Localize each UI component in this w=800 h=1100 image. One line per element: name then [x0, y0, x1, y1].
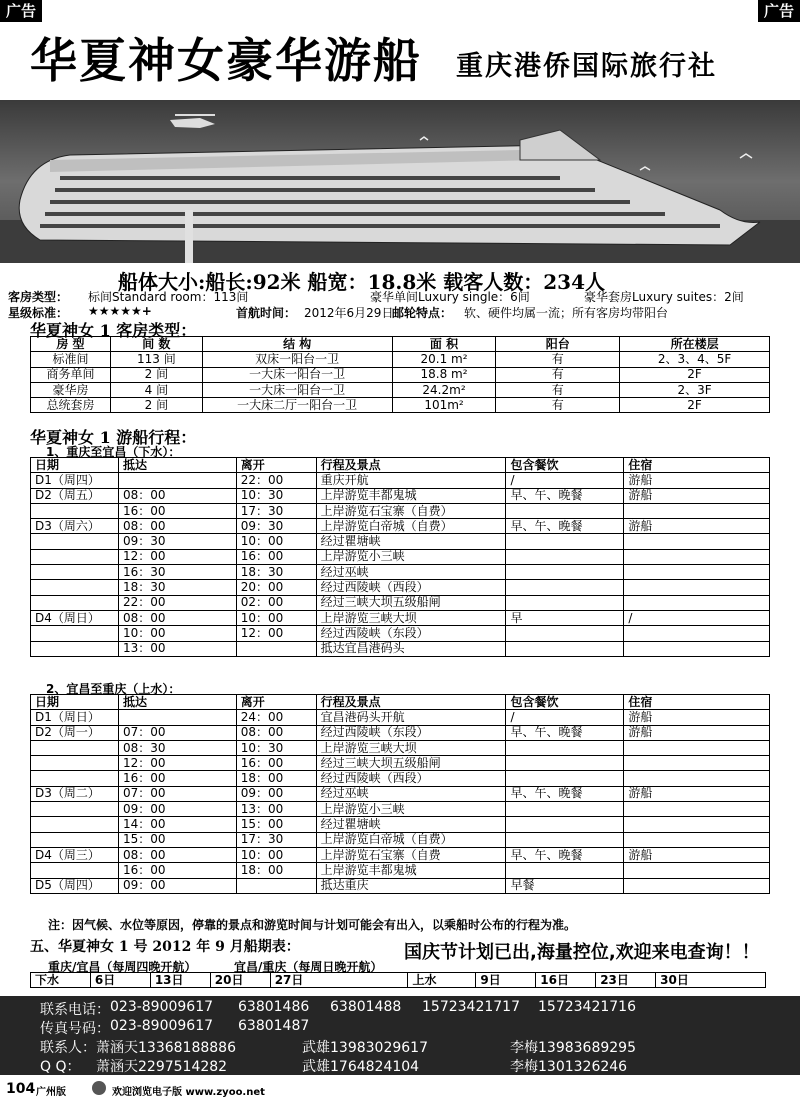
table-cell: 10：00 — [236, 610, 316, 625]
downstream-header-row — [31, 458, 770, 473]
table-cell: 经过瞿塘峡 — [316, 534, 506, 549]
table-cell: D1（周日） — [31, 710, 119, 725]
itin-col-header: 日期 — [31, 458, 119, 473]
table-cell: 2、3、4、5F — [620, 352, 770, 367]
table-cell: 上岸游览丰都鬼城 — [316, 863, 506, 878]
itinerary-section-title: 华夏神女 1 游船行程： — [30, 428, 197, 447]
table-cell: 游船 — [624, 710, 770, 725]
table-cell: 09：00 — [236, 786, 316, 801]
table-cell: 09：30 — [118, 534, 236, 549]
table-cell: 一大床一阳台一卫 — [202, 382, 392, 397]
table-cell: 重庆开航 — [316, 473, 506, 488]
table-cell: 18：00 — [236, 863, 316, 878]
table-cell — [31, 565, 119, 580]
schedule-row — [31, 973, 766, 988]
itin-col-header: 包含餐饮 — [506, 695, 624, 710]
table-cell — [506, 802, 624, 817]
upstream-itinerary-table — [30, 694, 770, 894]
table-cell: D2（周一） — [31, 725, 119, 740]
table-cell — [31, 832, 119, 847]
table-cell — [506, 740, 624, 755]
table-cell: 早、午、晚餐 — [506, 786, 624, 801]
table-cell: 12：00 — [118, 756, 236, 771]
schedule-date: 27日 — [270, 973, 408, 988]
sailing-schedule-table — [30, 972, 766, 988]
itin-col-header: 离开 — [236, 458, 316, 473]
table-cell: 08：00 — [118, 519, 236, 534]
phone-number: 15723421717 — [422, 999, 520, 1015]
table-cell: 经过三峡大坝五级船闸 — [316, 756, 506, 771]
phone-number: 63801488 — [330, 999, 402, 1015]
table-cell: 经过瞿塘峡 — [316, 817, 506, 832]
table-cell — [31, 534, 119, 549]
table-cell: 16：00 — [118, 503, 236, 518]
table-cell — [506, 817, 624, 832]
schedule-date: 16日 — [536, 973, 596, 988]
table-cell: 经过巫峡 — [316, 786, 506, 801]
table-cell — [31, 641, 119, 656]
table-cell: 113 间 — [110, 352, 202, 367]
room-row — [31, 382, 770, 397]
downstream-itinerary-table — [30, 457, 770, 657]
feature-text: 软、硬件均属一流；所有客房均带阳台 — [464, 306, 669, 320]
contact-person: 武雄13983029617 — [302, 1040, 428, 1056]
table-cell — [506, 832, 624, 847]
room-types-label: 客房类型： — [8, 290, 69, 304]
table-cell — [624, 534, 770, 549]
table-cell: 12：00 — [236, 626, 316, 641]
table-cell: 18：30 — [236, 565, 316, 580]
welcome-text: 欢迎浏览电子版 www.zyoo.net — [112, 1087, 265, 1098]
rooms-col-header: 面 积 — [392, 337, 496, 352]
table-cell: 13：00 — [236, 802, 316, 817]
itin-col-header: 抵达 — [118, 695, 236, 710]
table-cell — [118, 473, 236, 488]
table-cell: 2 间 — [110, 398, 202, 413]
table-cell: 18：00 — [236, 771, 316, 786]
itin-col-header: 行程及景点 — [316, 695, 506, 710]
phone-number: 023-89009617 — [110, 999, 214, 1015]
upstream-departure-label: 宜昌/重庆（每周日晚开航） — [234, 960, 383, 974]
table-cell — [506, 565, 624, 580]
qq-contact: 武雄1764824104 — [302, 1059, 420, 1075]
header — [0, 0, 800, 100]
table-cell: 双床一阳台一卫 — [202, 352, 392, 367]
table-cell: 20.1 m² — [392, 352, 496, 367]
table-cell — [506, 549, 624, 564]
itinerary-row — [31, 847, 770, 862]
table-cell: 一大床一阳台一卫 — [202, 367, 392, 382]
phone-label: 联系电话： — [40, 1002, 110, 1018]
table-cell: 15：00 — [236, 817, 316, 832]
table-cell: 早、午、晚餐 — [506, 519, 624, 534]
maiden-date: 2012年6月29日 — [304, 306, 394, 320]
table-cell: 20：00 — [236, 580, 316, 595]
itin-col-header: 行程及景点 — [316, 458, 506, 473]
itinerary-row — [31, 534, 770, 549]
itinerary-row — [31, 710, 770, 725]
table-cell: 22：00 — [118, 595, 236, 610]
table-cell — [506, 626, 624, 641]
table-cell: 豪华房 — [31, 382, 111, 397]
table-cell — [31, 626, 119, 641]
cruise-ship-illustration — [0, 100, 800, 263]
qq-label: Q Q： — [40, 1059, 81, 1075]
table-cell: 17：30 — [236, 503, 316, 518]
table-cell: / — [506, 710, 624, 725]
table-cell: D4（周三） — [31, 847, 119, 862]
table-cell: 有 — [496, 352, 620, 367]
table-cell: 标准间 — [31, 352, 111, 367]
standard-rooms: 标间Standard room：113间 — [88, 290, 249, 304]
contact-footer — [0, 996, 800, 1075]
table-cell: 12：00 — [118, 549, 236, 564]
table-cell: 16：00 — [236, 756, 316, 771]
ad-label-right: 广告 — [758, 0, 800, 22]
table-cell: 抵达宜昌港码头 — [316, 641, 506, 656]
table-cell: 09：00 — [118, 878, 236, 893]
table-cell: 游船 — [624, 488, 770, 503]
itinerary-row — [31, 725, 770, 740]
rooms-table — [30, 336, 770, 413]
table-cell — [624, 740, 770, 755]
table-cell: 02：00 — [236, 595, 316, 610]
table-cell: 07：00 — [118, 725, 236, 740]
upstream-title: 2、宜昌至重庆（上水）： — [46, 682, 181, 696]
page-footer — [0, 1078, 800, 1100]
table-cell: D4（周日） — [31, 610, 119, 625]
table-cell: 上岸游览三峡大坝 — [316, 740, 506, 755]
table-cell: 早、午、晚餐 — [506, 847, 624, 862]
table-cell: 14：00 — [118, 817, 236, 832]
itinerary-row — [31, 802, 770, 817]
table-cell: 经过西陵峡（东段） — [316, 725, 506, 740]
table-cell: 上岸游览小三峡 — [316, 549, 506, 564]
table-cell: 2F — [620, 367, 770, 382]
emblem-icon — [92, 1081, 106, 1095]
itin-col-header: 抵达 — [118, 458, 236, 473]
room-row — [31, 398, 770, 413]
table-cell: D5（周四） — [31, 878, 119, 893]
table-cell: 08：30 — [118, 740, 236, 755]
table-cell: 10：30 — [236, 740, 316, 755]
table-cell: 16：30 — [118, 565, 236, 580]
table-cell — [31, 802, 119, 817]
ad-label-left: 广告 — [0, 0, 42, 22]
table-cell: 游船 — [624, 519, 770, 534]
downstream-title: 1、重庆至宜昌（下水）： — [46, 445, 181, 459]
table-cell: 4 间 — [110, 382, 202, 397]
table-cell: 08：00 — [118, 488, 236, 503]
rooms-col-header: 结 构 — [202, 337, 392, 352]
table-cell — [624, 595, 770, 610]
itinerary-row — [31, 488, 770, 503]
table-cell: 10：00 — [118, 626, 236, 641]
itin-col-header: 离开 — [236, 695, 316, 710]
table-cell — [624, 580, 770, 595]
downstream-name: 下水 — [31, 973, 91, 988]
table-cell: D3（周二） — [31, 786, 119, 801]
table-cell — [31, 817, 119, 832]
table-cell: D3（周六） — [31, 519, 119, 534]
table-cell — [624, 878, 770, 893]
table-cell — [624, 641, 770, 656]
table-cell: 24：00 — [236, 710, 316, 725]
downstream-departure-label: 重庆/宜昌（每周四晚开航） — [48, 960, 197, 974]
table-cell: 17：30 — [236, 832, 316, 847]
itinerary-row — [31, 771, 770, 786]
table-cell: 16：00 — [236, 549, 316, 564]
table-cell — [506, 641, 624, 656]
table-cell — [31, 740, 119, 755]
itinerary-row — [31, 641, 770, 656]
schedule-date: 13日 — [150, 973, 210, 988]
itinerary-row — [31, 473, 770, 488]
maiden-label: 首航时间： — [236, 306, 297, 320]
table-cell: 一大床二厅一阳台一卫 — [202, 398, 392, 413]
table-cell — [31, 595, 119, 610]
table-cell — [236, 641, 316, 656]
table-cell: 经过巫峡 — [316, 565, 506, 580]
table-cell: 上岸游览白帝城（自费） — [316, 832, 506, 847]
table-cell: 游船 — [624, 786, 770, 801]
schedule-date: 9日 — [476, 973, 536, 988]
table-cell: D1（周四） — [31, 473, 119, 488]
table-cell — [31, 503, 119, 518]
table-cell — [624, 626, 770, 641]
table-cell: 游船 — [624, 725, 770, 740]
table-cell: 16：00 — [118, 863, 236, 878]
table-cell: / — [624, 610, 770, 625]
table-cell — [624, 802, 770, 817]
itinerary-row — [31, 503, 770, 518]
itinerary-row — [31, 610, 770, 625]
table-cell — [624, 817, 770, 832]
table-cell: 早、午、晚餐 — [506, 488, 624, 503]
person-label: 联系人： — [40, 1040, 96, 1056]
itinerary-row — [31, 519, 770, 534]
cruise-ship-photo — [0, 100, 800, 263]
table-cell — [236, 878, 316, 893]
table-cell: 10：00 — [236, 534, 316, 549]
rooms-col-header: 阳台 — [496, 337, 620, 352]
itinerary-row — [31, 817, 770, 832]
table-cell: 宜昌港码头开航 — [316, 710, 506, 725]
table-cell: 早餐 — [506, 878, 624, 893]
table-cell — [624, 549, 770, 564]
table-cell: 10：00 — [236, 847, 316, 862]
table-cell: 24.2m² — [392, 382, 496, 397]
itinerary-row — [31, 580, 770, 595]
table-cell: 2F — [620, 398, 770, 413]
table-cell: 早、午、晚餐 — [506, 725, 624, 740]
schedule-date: 23日 — [596, 973, 656, 988]
table-cell: 2、3F — [620, 382, 770, 397]
table-cell — [31, 863, 119, 878]
fax-number: 63801487 — [238, 1018, 310, 1034]
table-cell: 抵达重庆 — [316, 878, 506, 893]
rooms-col-header: 间 数 — [110, 337, 202, 352]
fax-label: 传真号码： — [40, 1021, 110, 1037]
table-cell: 上岸游览石宝寨（自费） — [316, 503, 506, 518]
table-cell: 16：00 — [118, 771, 236, 786]
agency-name: 重庆港侨国际旅行社 — [456, 51, 717, 82]
national-day-promo: 国庆节计划已出,海量控位,欢迎来电查询！！ — [404, 942, 760, 963]
itinerary-row — [31, 565, 770, 580]
room-row — [31, 367, 770, 382]
rooms-section-title: 华夏神女 1 客房类型： — [30, 321, 197, 340]
table-cell: 游船 — [624, 847, 770, 862]
itinerary-row — [31, 832, 770, 847]
phone-number: 63801486 — [238, 999, 310, 1015]
itinerary-row — [31, 878, 770, 893]
itin-col-header: 日期 — [31, 695, 119, 710]
table-cell — [506, 771, 624, 786]
table-cell — [624, 771, 770, 786]
table-cell — [624, 756, 770, 771]
table-cell: 18：30 — [118, 580, 236, 595]
table-cell — [118, 710, 236, 725]
upstream-name: 上水 — [408, 973, 476, 988]
rooms-col-header: 房 型 — [31, 337, 111, 352]
itinerary-row — [31, 626, 770, 641]
page-number: 104 — [6, 1081, 36, 1097]
table-cell: 早 — [506, 610, 624, 625]
table-cell: 总统套房 — [31, 398, 111, 413]
qq-contact: 萧涵天2297514282 — [96, 1059, 228, 1075]
table-cell: 08：00 — [118, 847, 236, 862]
table-cell: 18.8 m² — [392, 367, 496, 382]
luxury-single-rooms: 豪华单间Luxury single：6间 — [370, 290, 530, 304]
table-cell: 有 — [496, 367, 620, 382]
table-cell: 22：00 — [236, 473, 316, 488]
table-cell — [506, 580, 624, 595]
room-types-row — [8, 288, 744, 305]
table-cell: 游船 — [624, 473, 770, 488]
table-cell — [31, 580, 119, 595]
table-cell: 上岸游览丰都鬼城 — [316, 488, 506, 503]
qq-contact: 李梅1301326246 — [510, 1059, 628, 1075]
itinerary-row — [31, 549, 770, 564]
table-cell: 101m² — [392, 398, 496, 413]
table-cell — [506, 595, 624, 610]
table-cell — [506, 534, 624, 549]
table-cell: 上岸游览三峡大坝 — [316, 610, 506, 625]
ship-specs: 船体大小:船长:92米 船宽：18.8米 载客人数：234人 — [118, 270, 605, 294]
table-cell: 上岸游览小三峡 — [316, 802, 506, 817]
table-cell: 经过西陵峡（西段） — [316, 771, 506, 786]
table-cell: 10：30 — [236, 488, 316, 503]
table-cell: 07：00 — [118, 786, 236, 801]
table-cell: 商务单间 — [31, 367, 111, 382]
table-cell — [624, 863, 770, 878]
table-cell — [506, 503, 624, 518]
table-cell: D2（周五） — [31, 488, 119, 503]
star-rating: ★★★★★+ — [88, 304, 152, 318]
fax-number: 023-89009617 — [110, 1018, 214, 1034]
table-cell: 09：30 — [236, 519, 316, 534]
table-cell: 有 — [496, 398, 620, 413]
table-cell — [624, 832, 770, 847]
rooms-col-header: 所在楼层 — [620, 337, 770, 352]
table-cell: 08：00 — [236, 725, 316, 740]
table-cell — [624, 565, 770, 580]
table-cell — [31, 549, 119, 564]
itinerary-row — [31, 863, 770, 878]
contact-person: 萧涵天13368188886 — [96, 1040, 236, 1056]
itinerary-row — [31, 740, 770, 755]
rooms-header-row — [31, 337, 770, 352]
luxury-suites: 豪华套房Luxury suites：2间 — [584, 290, 744, 304]
table-cell — [506, 863, 624, 878]
schedule-date: 6日 — [90, 973, 150, 988]
itinerary-note: 注：因气候、水位等原因，停靠的景点和游览时间与计划可能会有出入，以乘船时公布的行程为准。 — [48, 918, 577, 932]
star-label: 星级标准： — [8, 306, 69, 320]
itin-col-header: 住宿 — [624, 695, 770, 710]
table-cell: 经过西陵峡（东段） — [316, 626, 506, 641]
room-row — [31, 352, 770, 367]
schedule-date: 20日 — [210, 973, 270, 988]
schedule-date: 30日 — [656, 973, 766, 988]
table-cell — [31, 756, 119, 771]
itinerary-row — [31, 595, 770, 610]
table-cell — [31, 771, 119, 786]
table-cell: 上岸游览白帝城（自费） — [316, 519, 506, 534]
phone-number: 15723421716 — [538, 999, 636, 1015]
table-cell: 13：00 — [118, 641, 236, 656]
edition-label: 广州版 — [36, 1087, 66, 1098]
table-cell: 2 间 — [110, 367, 202, 382]
table-cell: 上岸游览石宝寨（自费 — [316, 847, 506, 862]
table-cell: 经过西陵峡（西段） — [316, 580, 506, 595]
feature-label: 邮轮特点： — [392, 306, 453, 320]
itinerary-row — [31, 786, 770, 801]
table-cell: 09：00 — [118, 802, 236, 817]
table-cell: 有 — [496, 382, 620, 397]
itin-col-header: 包含餐饮 — [506, 458, 624, 473]
upstream-header-row — [31, 695, 770, 710]
contact-person: 李梅13983689295 — [510, 1040, 636, 1056]
table-cell: 15：00 — [118, 832, 236, 847]
schedule-section-title: 五、华夏神女 1 号 2012 年 9 月船期表： — [30, 939, 300, 955]
itinerary-row — [31, 756, 770, 771]
itin-col-header: 住宿 — [624, 458, 770, 473]
table-cell: 经过三峡大坝五级船闸 — [316, 595, 506, 610]
page-title: 华夏神女豪华游船 — [30, 34, 422, 89]
table-cell — [506, 756, 624, 771]
table-cell: / — [506, 473, 624, 488]
table-cell — [624, 503, 770, 518]
table-cell: 08：00 — [118, 610, 236, 625]
